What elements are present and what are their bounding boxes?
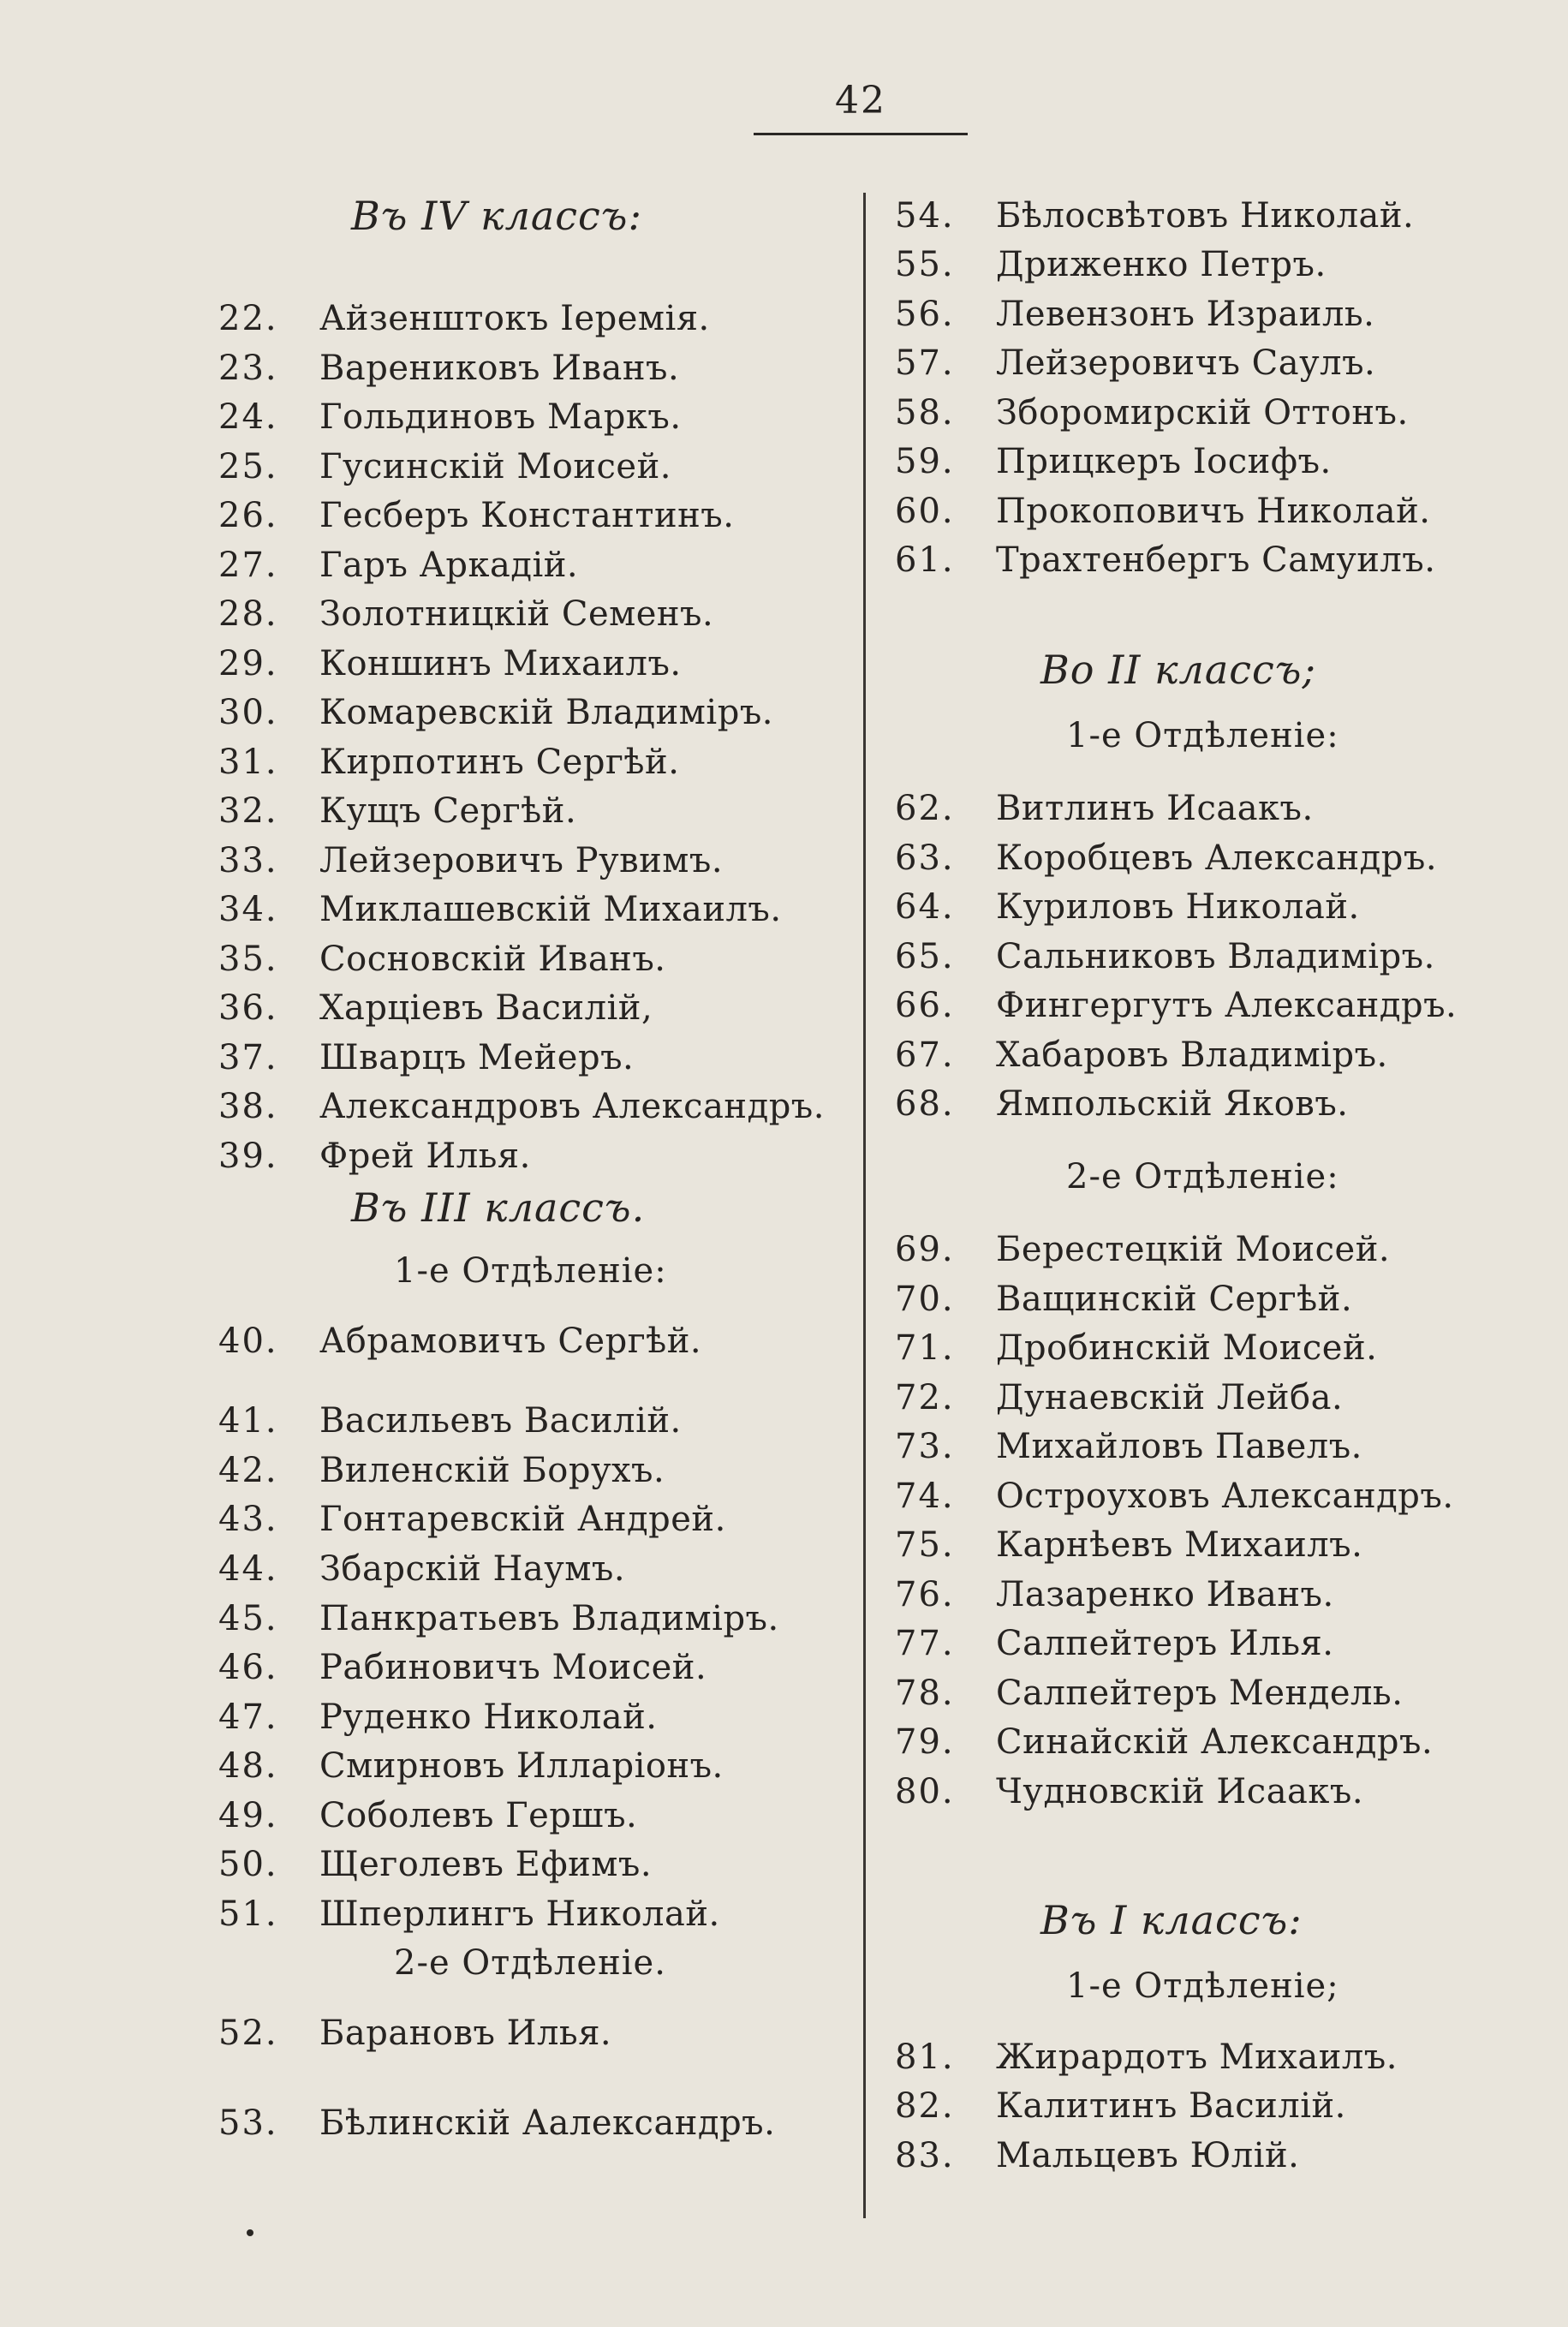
entry-number: 50. bbox=[218, 1845, 278, 1884]
entry-name: Лазаренко Иванъ. bbox=[996, 1575, 1334, 1614]
list-item bbox=[895, 1426, 1362, 1467]
entry-number: 73. bbox=[895, 1427, 955, 1466]
entry-number: 24. bbox=[218, 397, 278, 437]
list-item bbox=[895, 1673, 1403, 1714]
list-item bbox=[895, 1623, 1333, 1664]
entry-number: 26. bbox=[218, 496, 278, 535]
entry-number: 77. bbox=[895, 1624, 955, 1663]
list-item bbox=[218, 495, 734, 536]
list-item bbox=[218, 692, 773, 733]
list-item bbox=[218, 1037, 634, 1078]
entry-name: Гонтаревскій Андрей. bbox=[319, 1500, 726, 1539]
entry-name: Сосновскій Иванъ. bbox=[319, 940, 666, 979]
entry-name: Александровъ Александръ. bbox=[319, 1087, 825, 1126]
entry-name: Коншинъ Михаилъ. bbox=[319, 644, 682, 683]
section-subheading: 1-е Отдѣленіе: bbox=[1066, 716, 1339, 755]
list-item bbox=[218, 446, 671, 487]
entry-number: 52. bbox=[218, 2014, 278, 2053]
entry-name: Збарскій Наумъ. bbox=[319, 1549, 626, 1589]
entry-name: Михайловъ Павелъ. bbox=[996, 1427, 1362, 1466]
entry-name: Калитинъ Василій. bbox=[996, 2086, 1346, 2126]
list-item bbox=[218, 939, 666, 980]
entry-name: Лейзеровичъ Саулъ. bbox=[996, 343, 1376, 383]
list-item bbox=[218, 1795, 637, 1836]
entry-number: 31. bbox=[218, 743, 278, 782]
entry-number: 36. bbox=[218, 988, 278, 1028]
entry-name: Чудновскій Исаакъ. bbox=[996, 1772, 1364, 1811]
entry-number: 58. bbox=[895, 393, 955, 433]
entry-number: 79. bbox=[895, 1722, 955, 1762]
entry-number: 45. bbox=[218, 1599, 278, 1638]
entry-number: 67. bbox=[895, 1035, 955, 1075]
entry-name: Синайскій Александръ. bbox=[996, 1722, 1434, 1762]
entry-number: 34. bbox=[218, 890, 278, 929]
list-item bbox=[895, 1476, 1454, 1517]
entry-number: 69. bbox=[895, 1230, 955, 1269]
list-item bbox=[218, 1697, 657, 1738]
entry-name: Дробинскій Моисей. bbox=[996, 1328, 1378, 1368]
list-item bbox=[218, 1894, 720, 1935]
entry-name: Гесберъ Константинъ. bbox=[319, 496, 735, 535]
entry-name: Трахтенбергъ Самуилъ. bbox=[996, 540, 1436, 580]
entry-name: Коробцевъ Александръ. bbox=[996, 838, 1438, 878]
entry-number: 37. bbox=[218, 1038, 278, 1077]
entry-name: Остроуховъ Александръ. bbox=[996, 1477, 1454, 1516]
entry-number: 64. bbox=[895, 887, 955, 927]
entry-number: 41. bbox=[218, 1401, 278, 1441]
list-item bbox=[895, 936, 1435, 977]
list-item bbox=[895, 1279, 1352, 1320]
entry-name: Панкратьевъ Владиміръ. bbox=[319, 1599, 779, 1638]
entry-name: Гольдиновъ Маркъ. bbox=[319, 397, 682, 437]
list-item bbox=[218, 987, 653, 1029]
list-item bbox=[218, 791, 576, 832]
entry-name: Витлинъ Исаакъ. bbox=[996, 789, 1314, 828]
entry-name: Виленскій Борухъ. bbox=[319, 1451, 665, 1490]
list-item bbox=[895, 343, 1375, 384]
entry-name: Карнѣевъ Михаилъ. bbox=[996, 1525, 1363, 1565]
list-item bbox=[895, 195, 1414, 236]
entry-name: Золотницкій Семенъ. bbox=[319, 594, 714, 634]
entry-name: Барановъ Илья. bbox=[319, 2014, 612, 2053]
list-item bbox=[218, 1499, 726, 1540]
list-item bbox=[895, 1035, 1388, 1076]
list-item bbox=[218, 2013, 611, 2054]
entry-name: Шперлингъ Николай. bbox=[319, 1894, 720, 1934]
list-item bbox=[895, 540, 1435, 581]
list-item bbox=[218, 840, 723, 881]
class-heading: Въ I классъ: bbox=[1040, 1897, 1303, 1943]
list-item bbox=[218, 889, 782, 930]
ink-dot bbox=[247, 2229, 253, 2236]
entry-number: 68. bbox=[895, 1084, 955, 1124]
entry-number: 63. bbox=[895, 838, 955, 878]
entry-name: Гаръ Аркадій. bbox=[319, 546, 579, 585]
entry-number: 49. bbox=[218, 1796, 278, 1835]
entry-number: 44. bbox=[218, 1549, 278, 1589]
entry-number: 48. bbox=[218, 1746, 278, 1786]
page-number: 42 bbox=[835, 79, 886, 122]
entry-number: 59. bbox=[895, 442, 955, 481]
list-item bbox=[218, 397, 682, 438]
entry-name: Бѣлосвѣтовъ Николай. bbox=[996, 196, 1415, 236]
section-subheading: 2-е Отдѣленіе. bbox=[394, 1943, 666, 1983]
entry-name: Абрамовичъ Сергѣй. bbox=[319, 1322, 702, 1361]
entry-name: Фингергутъ Александръ. bbox=[996, 986, 1458, 1025]
entry-name: Хабаровъ Владиміръ. bbox=[996, 1035, 1388, 1075]
entry-number: 39. bbox=[218, 1137, 278, 1176]
entry-name: Дунаевскій Лейба. bbox=[996, 1378, 1344, 1417]
list-item bbox=[218, 1647, 706, 1688]
list-item bbox=[895, 2037, 1398, 2078]
list-item bbox=[895, 294, 1374, 335]
entry-number: 66. bbox=[895, 986, 955, 1025]
list-item bbox=[218, 2103, 775, 2144]
entry-name: Руденко Николай. bbox=[319, 1698, 658, 1737]
entry-number: 25. bbox=[218, 447, 278, 486]
list-item bbox=[895, 1574, 1334, 1615]
entry-number: 22. bbox=[218, 299, 278, 338]
entry-name: Харціевъ Василій, bbox=[319, 988, 653, 1028]
list-item bbox=[895, 2085, 1346, 2127]
entry-number: 32. bbox=[218, 791, 278, 831]
entry-name: Миклашевскій Михаилъ. bbox=[319, 890, 782, 929]
entry-name: Жирардотъ Михаилъ. bbox=[996, 2038, 1398, 2077]
entry-name: Комаревскій Владиміръ. bbox=[319, 693, 773, 732]
list-item bbox=[895, 1377, 1343, 1418]
entry-number: 28. bbox=[218, 594, 278, 634]
entry-name: Дриженко Петръ. bbox=[996, 245, 1327, 284]
entry-number: 53. bbox=[218, 2103, 278, 2143]
list-item bbox=[218, 1844, 652, 1885]
entry-number: 71. bbox=[895, 1328, 955, 1368]
entry-number: 54. bbox=[895, 196, 955, 236]
entry-name: Лейзеровичъ Рувимъ. bbox=[319, 841, 724, 880]
entry-number: 61. bbox=[895, 540, 955, 580]
list-item bbox=[895, 392, 1409, 433]
entry-number: 83. bbox=[895, 2136, 955, 2175]
header-rule bbox=[754, 133, 968, 135]
entry-number: 35. bbox=[218, 940, 278, 979]
entry-number: 47. bbox=[218, 1698, 278, 1737]
list-item bbox=[895, 1771, 1363, 1812]
entry-name: Салпейтеръ Мендель. bbox=[996, 1674, 1404, 1713]
entry-name: Варениковъ Иванъ. bbox=[319, 349, 680, 388]
entry-number: 27. bbox=[218, 546, 278, 585]
entry-number: 72. bbox=[895, 1378, 955, 1417]
entry-number: 62. bbox=[895, 789, 955, 828]
entry-number: 43. bbox=[218, 1500, 278, 1539]
entry-name: Ващинскій Сергѣй. bbox=[996, 1280, 1353, 1319]
entry-number: 55. bbox=[895, 245, 955, 284]
class-heading: Въ III классъ. bbox=[351, 1184, 646, 1231]
entry-name: Кирпотинъ Сергѣй. bbox=[319, 743, 680, 782]
entry-number: 46. bbox=[218, 1648, 278, 1687]
entry-name: Смирновъ Илларіонъ. bbox=[319, 1746, 724, 1786]
list-item bbox=[895, 985, 1457, 1026]
list-item bbox=[895, 244, 1327, 285]
list-item bbox=[218, 594, 713, 635]
entry-name: Васильевъ Василій. bbox=[319, 1401, 682, 1441]
list-item bbox=[895, 1524, 1362, 1566]
list-item bbox=[218, 1745, 724, 1787]
list-item bbox=[218, 1136, 531, 1177]
entry-number: 40. bbox=[218, 1322, 278, 1361]
entry-number: 57. bbox=[895, 343, 955, 383]
entry-name: Левензонъ Израиль. bbox=[996, 295, 1375, 334]
entry-name: Гусинскій Моисей. bbox=[319, 447, 671, 486]
entry-name: Рабиновичъ Моисей. bbox=[319, 1648, 707, 1687]
entry-name: Берестецкій Моисей. bbox=[996, 1230, 1391, 1269]
entry-name: Салпейтеръ Илья. bbox=[996, 1624, 1334, 1663]
entry-name: Прицкеръ Іосифъ. bbox=[996, 442, 1332, 481]
entry-name: Щеголевъ Ефимъ. bbox=[319, 1845, 653, 1884]
list-item bbox=[218, 1400, 682, 1441]
entry-number: 75. bbox=[895, 1525, 955, 1565]
list-item bbox=[895, 2135, 1299, 2176]
list-item bbox=[895, 1328, 1377, 1369]
class-heading: Во II классъ; bbox=[1040, 647, 1316, 693]
entry-number: 82. bbox=[895, 2086, 955, 2126]
entry-number: 81. bbox=[895, 2038, 955, 2077]
entry-number: 70. bbox=[895, 1280, 955, 1319]
list-item bbox=[895, 441, 1332, 482]
list-item bbox=[218, 1086, 825, 1127]
entry-number: 51. bbox=[218, 1894, 278, 1934]
list-item bbox=[218, 742, 679, 783]
entry-name: Сальниковъ Владиміръ. bbox=[996, 937, 1435, 976]
entry-number: 33. bbox=[218, 841, 278, 880]
entry-name: Ямпольскій Яковъ. bbox=[996, 1084, 1349, 1124]
list-item bbox=[218, 298, 710, 339]
section-subheading: 1-е Отдѣленіе; bbox=[1066, 1966, 1339, 2006]
list-item bbox=[895, 1721, 1433, 1763]
entry-name: Збоpомирскій Оттонъ. bbox=[996, 393, 1409, 433]
list-item bbox=[218, 643, 682, 684]
entry-name: Куриловъ Николай. bbox=[996, 887, 1360, 927]
entry-number: 38. bbox=[218, 1087, 278, 1126]
entry-number: 30. bbox=[218, 693, 278, 732]
list-item bbox=[895, 1229, 1390, 1270]
class-heading: Въ IV классъ: bbox=[351, 193, 642, 239]
entry-name: Мальцевъ Юлій. bbox=[996, 2136, 1300, 2175]
entry-name: Кущъ Сергѣй. bbox=[319, 791, 577, 831]
list-item bbox=[218, 545, 578, 586]
list-item bbox=[895, 788, 1314, 829]
entry-number: 29. bbox=[218, 644, 278, 683]
list-item bbox=[895, 1083, 1349, 1125]
list-item bbox=[218, 1321, 701, 1362]
entry-name: Айзенштокъ Іеремія. bbox=[319, 299, 710, 338]
list-item bbox=[218, 1450, 665, 1491]
list-item bbox=[218, 348, 679, 389]
entry-number: 42. bbox=[218, 1451, 278, 1490]
entry-number: 74. bbox=[895, 1477, 955, 1516]
list-item bbox=[895, 491, 1430, 532]
entry-number: 60. bbox=[895, 492, 955, 531]
entry-name: Прокоповичъ Николай. bbox=[996, 492, 1431, 531]
entry-name: Фрей Илья. bbox=[319, 1137, 531, 1176]
entry-number: 76. bbox=[895, 1575, 955, 1614]
entry-number: 78. bbox=[895, 1674, 955, 1713]
entry-name: Соболевъ Гершъ. bbox=[319, 1796, 638, 1835]
column-divider bbox=[863, 193, 866, 2218]
list-item bbox=[895, 838, 1437, 879]
entry-name: Бѣлинскій Аалександръ. bbox=[319, 2103, 776, 2143]
entry-number: 80. bbox=[895, 1772, 955, 1811]
entry-number: 23. bbox=[218, 349, 278, 388]
entry-number: 56. bbox=[895, 295, 955, 334]
list-item bbox=[218, 1548, 625, 1590]
entry-name: Шварцъ Мейеръ. bbox=[319, 1038, 635, 1077]
section-subheading: 1-е Отдѣленіе: bbox=[394, 1251, 667, 1291]
entry-number: 65. bbox=[895, 937, 955, 976]
section-subheading: 2-е Отдѣленіе: bbox=[1066, 1157, 1339, 1196]
list-item bbox=[218, 1598, 779, 1639]
list-item bbox=[895, 886, 1360, 928]
